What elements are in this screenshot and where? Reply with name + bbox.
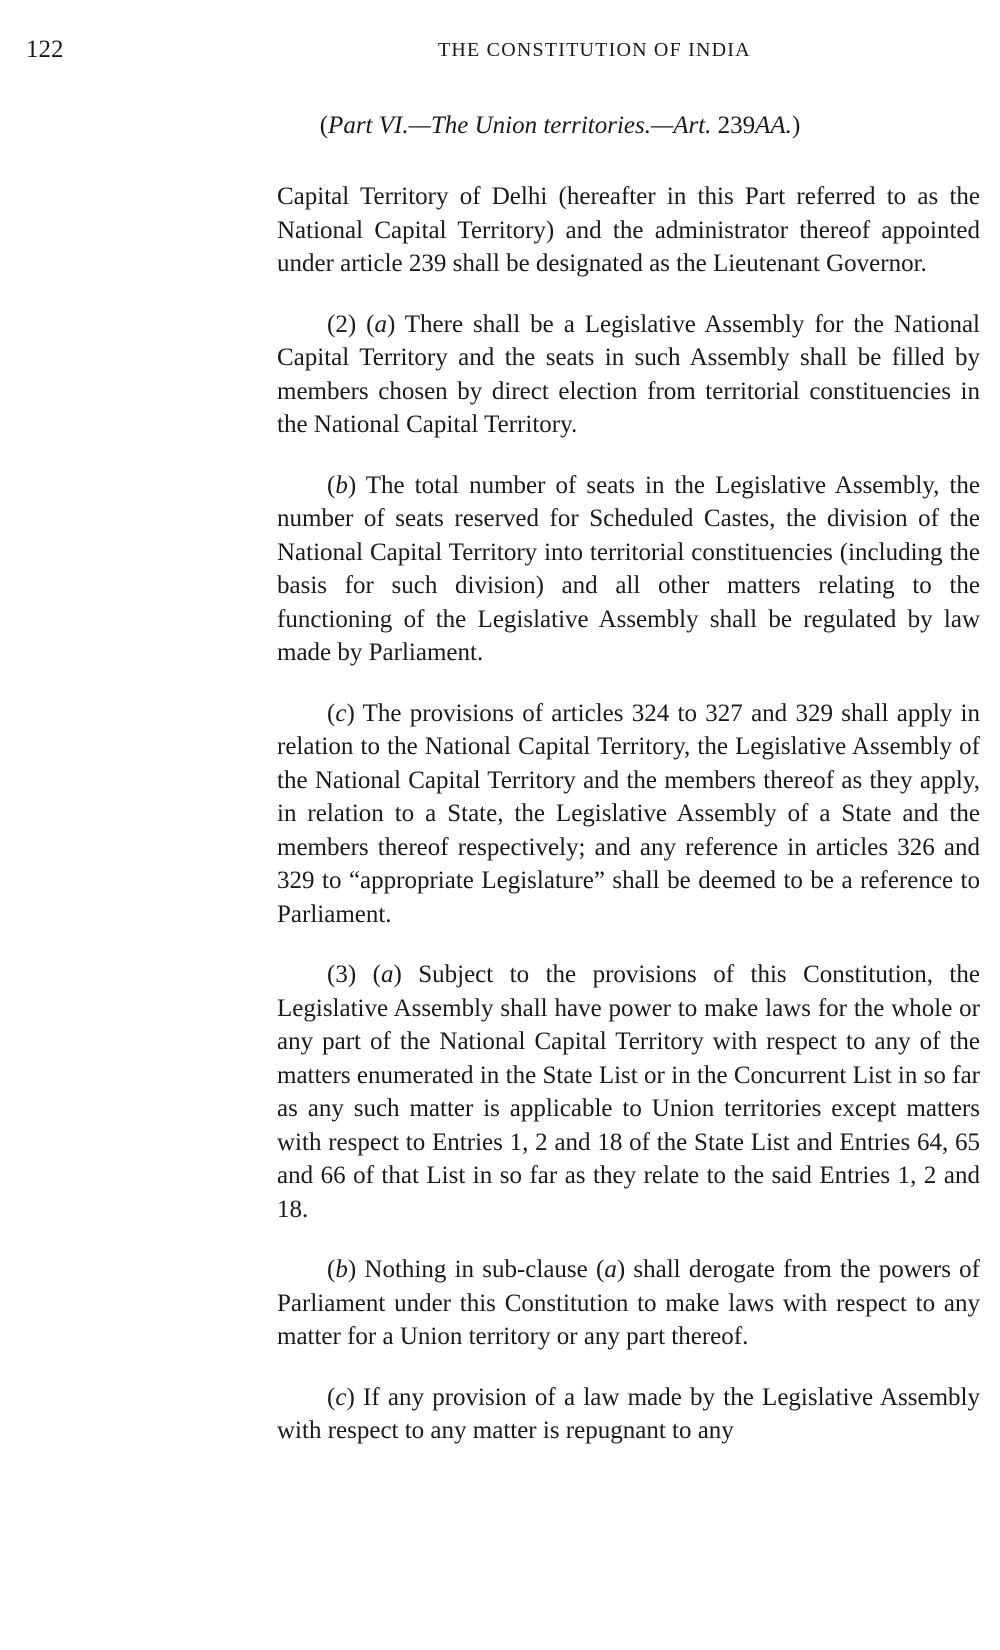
clause-3b: [277, 1253, 980, 1354]
part-article-reference: [0, 112, 1000, 140]
part-ref-article: 239: [711, 112, 756, 139]
clause-text: ) shall derogate from the powers of Parliament under this Constitution to make laws with respect to any matter for a Union territory or any part thereof.: [277, 1256, 980, 1350]
clause-letter: b: [335, 471, 348, 499]
clause-2a: [277, 308, 980, 442]
page-number: 122: [26, 36, 64, 63]
paragraph-text: Capital Territory of Delhi (hereafter in this Part referred to as the National Capital Territory) and the administrator thereof appointed under article 239 shall be designated as the Lieutenant Governor.: [277, 183, 980, 277]
clause-open: (: [327, 1256, 336, 1283]
clause-text: ) The total number of seats in the Legislative Assembly, the number of seats reserved for Scheduled Castes, the division of the National Capital Territory into territorial constituencies (including the basis for such division) and all other matters relating to the functioning of the Legislative Assembly shall be regulated by law made by Parliament.: [277, 471, 980, 666]
clause-text: ) Subject to the provisions of this Constitution, the Legislative Assembly shall have power to make laws for the whole or any part of the National Capital Territory with respect to any of the matters enumerated in the State List or in the Concurrent List in so far as any such matter is applicable to Union territories except matters with respect to Entries 1, 2 and 18 of the State List and Entries 64, 65 and 66 of that List in so far as they relate to the said Entries 1, 2 and 18.: [277, 961, 980, 1223]
clause-3c: [277, 1381, 980, 1448]
page-header: [26, 36, 976, 68]
clause-letter: a: [374, 310, 387, 338]
clause-open: (: [327, 471, 336, 499]
clause-open: (: [327, 699, 336, 727]
part-ref-article-suffix: AA.: [755, 112, 792, 139]
clause-number: (2) (: [327, 310, 375, 338]
clause-letter: c: [335, 1383, 347, 1411]
clause-text: ) The provisions of articles 324 to 327 and 329 shall apply in relation to the National Capital Territory, the Legislative Assembly of the National Capital Territory and the members thereof as they apply, in relation to a State, the Legislative Assembly of a State and the members thereof respectively; and any reference in articles 326 and 329 to “appropriate Legislature” shall be deemed to be a reference to Parliament.: [277, 699, 980, 928]
paragraph-continuation: [277, 180, 980, 281]
clause-2b: [277, 469, 980, 670]
clause-number: (3) (: [327, 961, 381, 988]
part-ref-italic: Part VI.—The Union territories.—Art.: [328, 112, 712, 139]
part-ref-close: ): [791, 112, 801, 139]
clause-letter: a: [380, 961, 394, 988]
clause-letter: c: [335, 699, 347, 727]
clause-letter: b: [335, 1256, 348, 1283]
running-title: THE CONSTITUTION OF INDIA: [438, 39, 751, 61]
clause-2c: [277, 697, 980, 932]
clause-text: ) Nothing in sub-clause (: [347, 1256, 605, 1283]
body-text: [277, 180, 980, 1475]
clause-open: (: [327, 1383, 336, 1411]
clause-3a: [277, 958, 980, 1226]
part-ref-open: (: [319, 112, 329, 139]
clause-letter-reference: a: [604, 1256, 617, 1283]
clause-text: ) There shall be a Legislative Assembly for the National Capital Territory and the seats in such Assembly shall be filled by members chosen by direct election from territorial constituencies in the National Capital Territory.: [277, 310, 980, 438]
clause-text: ) If any provision of a law made by the Legislative Assembly with respect to any matter is repugnant to any: [277, 1383, 980, 1444]
